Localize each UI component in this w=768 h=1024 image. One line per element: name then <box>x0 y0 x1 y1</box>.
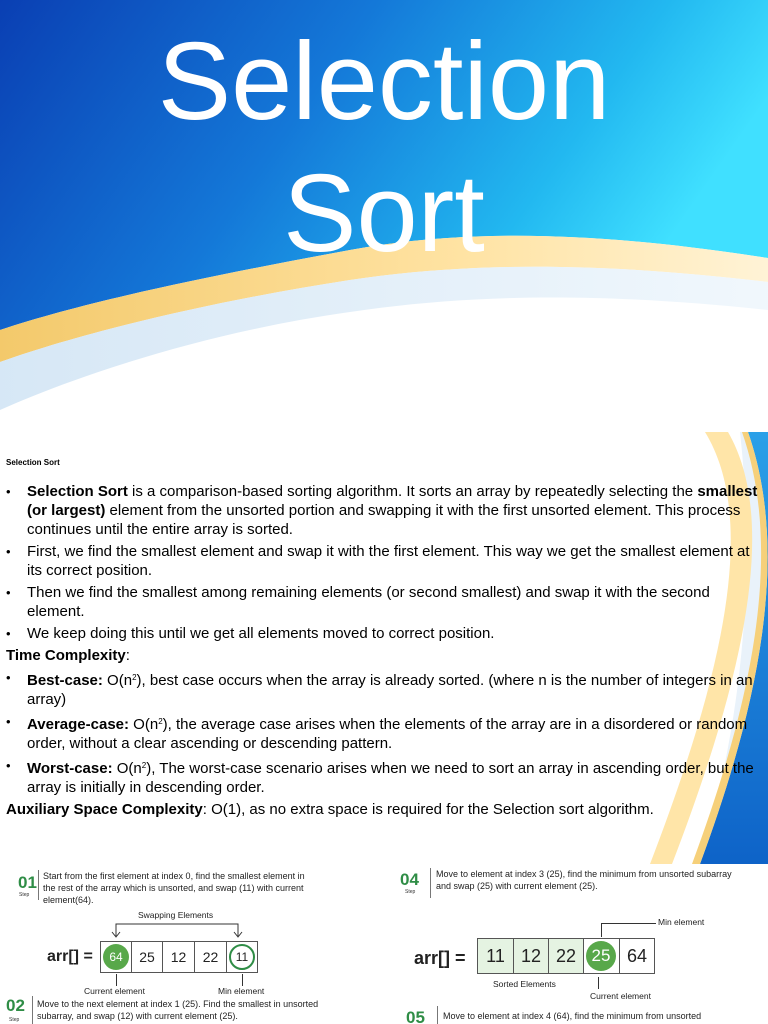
bullet-step-2 <box>6 583 762 621</box>
min-element-label: Min element <box>218 986 265 996</box>
term-smallest-largest: smallest (or largest) <box>27 483 758 519</box>
slide-content <box>6 482 762 822</box>
case-text: ), The worst-case scenario arises when we need to sort an array in ascending order, but the array is initially in descending order. <box>27 760 754 796</box>
case-exponent: 2 <box>158 717 163 726</box>
current-arrow <box>116 974 117 986</box>
diagram-slide <box>0 864 768 1024</box>
title-slide <box>0 0 768 432</box>
bullet-worst-case <box>6 756 762 797</box>
step-04-text: Move to element at index 3 (25), find the minimum from unsorted subarray and swap (25) with current element (25). <box>436 869 732 891</box>
aux-space-text: : O(1), as no extra space is required for the Selection sort algorithm. <box>202 801 654 818</box>
step-05-text: Move to element at index 4 (64), find the minimum from unsorted <box>443 1011 702 1021</box>
aux-space-label: Auxiliary Space Complexity <box>6 801 203 818</box>
current-element-label: Current element <box>84 986 145 996</box>
case-exponent: 2 <box>132 673 137 682</box>
step-04-sub: Step <box>405 889 416 895</box>
bullet-text: Then we find the smallest among remaining elements (or second smallest) and swap it with the second element. <box>27 584 710 620</box>
arr-label-step-01: arr[] = <box>47 948 93 965</box>
time-complexity-heading <box>6 646 762 665</box>
title-line-1: Selection <box>157 20 611 143</box>
array-cell-value: 25 <box>586 941 616 971</box>
array-cell-value: 64 <box>619 938 655 974</box>
notes-slide <box>0 432 768 864</box>
bullet-step-1 <box>6 542 762 580</box>
case-label: Worst-case: <box>27 760 113 777</box>
swapping-elements-label: Swapping Elements <box>138 910 214 920</box>
case-text: ), best case occurs when the array is already sorted. (where n is the number of integers in an array) <box>27 672 753 708</box>
slide-title <box>0 18 768 278</box>
case-exponent: 2 <box>141 761 147 770</box>
array-cell-value: 64 <box>103 944 129 970</box>
bullet-text: element from the unsorted portion and swapping it with the first unsorted element. This process continues until the entire array is sorted. <box>27 502 741 538</box>
slide-label: Selection Sort <box>6 458 60 467</box>
min-arrow <box>242 974 243 986</box>
case-o: O(n <box>129 716 159 733</box>
term-selection-sort: Selection Sort <box>27 483 128 500</box>
min-pointer-arrow <box>601 923 602 937</box>
bullet-step-3 <box>6 624 762 643</box>
step-05-divider <box>437 1006 438 1024</box>
step-04-number: 04 <box>400 870 419 889</box>
bullet-best-case <box>6 668 762 709</box>
step-05-number: 05 <box>406 1008 425 1024</box>
title-line-2: Sort <box>283 152 485 275</box>
min-element-label-step-04: Min element <box>658 917 705 927</box>
bullet-definition <box>6 482 762 539</box>
case-label: Average-case: <box>27 716 130 733</box>
bullet-text: is a comparison-based sorting algorithm. It sorts an array by repeatedly selecting the <box>127 483 698 500</box>
bullet-text: We keep doing this until we get all elements moved to correct position. <box>27 625 495 642</box>
array-cell-value: 25 <box>131 941 163 973</box>
step-02-sub: Step <box>9 1017 20 1023</box>
current-arrow-step-04 <box>598 977 599 989</box>
array-cell-value: 12 <box>162 941 195 973</box>
swap-bracket <box>110 920 250 940</box>
step-04-divider <box>430 868 431 898</box>
sorted-elements-label: Sorted Elements <box>493 979 556 989</box>
step-01-number: 01 <box>18 873 37 892</box>
array-cell-value: 11 <box>477 938 514 974</box>
bullet-text: First, we find the smallest element and swap it with the first element. This way we get the smallest element at its correct position. <box>27 543 750 579</box>
step-02-divider <box>32 996 33 1024</box>
array-cell-value: 22 <box>548 938 584 974</box>
case-text: ), the average case arises when the elements of the array are in a disordered or random order, without a clear ascending or descending pattern. <box>27 716 748 752</box>
array-cell-value: 22 <box>194 941 227 973</box>
array-cell-value: 11 <box>229 944 255 970</box>
min-pointer-line <box>602 923 656 924</box>
case-o: O(n <box>102 672 133 689</box>
case-o: O(n <box>112 760 142 777</box>
step-02-text: Move to the next element at index 1 (25). Find the smallest in unsorted subarray, and swap (12) with current element (25). <box>37 999 319 1021</box>
step-01-sub: Step <box>19 892 30 898</box>
bullet-average-case <box>6 712 762 753</box>
colon: : <box>125 647 130 664</box>
case-label: Best-case: <box>27 672 103 689</box>
current-element-label-step-04: Current element <box>590 991 651 1001</box>
array-cell-value: 12 <box>513 938 549 974</box>
step-02-number: 02 <box>6 996 25 1015</box>
step-01-text: Start from the first element at index 0, find the smallest element in the rest of the array which is unsorted, and swap (11) with current element(64). <box>43 871 305 905</box>
step-01-divider <box>38 870 39 900</box>
time-complexity-label: Time Complexity <box>6 647 126 664</box>
arr-label-step-04: arr[] = <box>414 948 466 968</box>
aux-space-line <box>6 800 762 819</box>
